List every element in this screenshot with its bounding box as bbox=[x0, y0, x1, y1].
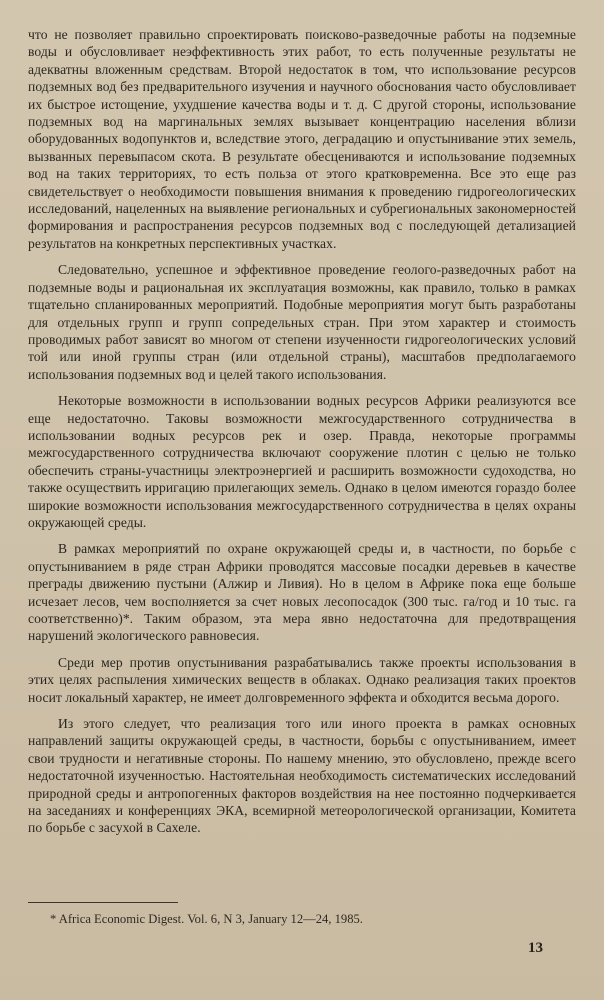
paragraph-6: Из этого следует, что реализация того или иного проекта в рамках основных направлений защиты окружающей среды, в частности, борьбы с опустыниванием, имеет свои трудности и негативные стороны. По нашему мнению, это обусловлено, прежде всего недостаточной изученностью. Настоятельная необходимость систематических исследований природной среды и антропогенных факторов воздействия на нее постоянно подчеркивается на заседаниях и конференциях ЭКА, всемирной метеорологической организации, Комитета по борьбе с засухой в Сахеле. bbox=[28, 716, 576, 836]
footnote-divider bbox=[28, 902, 178, 903]
page-number: 13 bbox=[528, 940, 543, 956]
footnote: * Africa Economic Digest. Vol. 6, N 3, January 12—24, 1985. bbox=[50, 912, 363, 926]
paragraph-4: В рамках мероприятий по охране окружающей среды и, в частности, по борьбе с опустыниванием в ряде стран Африки проводятся массовые посадки деревьев в качестве преграды движению пустыни (Алжир и Ливия). Но в целом в Африке пока еще больше исчезает лесов, чем восполняется за счет новых лесопосадок (300 тыс. га/год и 10 тыс. га соответственно)*. Таким образом, эта мера явно недостаточна для предотвращения нарушений экологического равновесия. bbox=[28, 541, 576, 644]
body-text bbox=[28, 26, 576, 846]
paragraph-3: Некоторые возможности в использовании водных ресурсов Африки реализуются все еще недостаточно. Таковы возможности межгосударственного сотрудничества в использовании водных ресурсов рек и озер. Правда, некоторые программы межгосударственного сотрудничества включают сооружение плотин с целью не только обеспечить страны-участницы электроэнергией и расширить возможности судоходства, но также осуществить ирригацию прилегающих земель. Однако в целом имеются гораздо более широкие возможности использования межгосударственного сотрудничества в целях охраны окружающей среды. bbox=[28, 393, 576, 530]
paragraph-2: Следовательно, успешное и эффективное проведение геолого-разведочных работ на подземные воды и рациональная их эксплуатация возможны, как правило, только в рамках тщательно спланированных мероприятий. Подобные мероприятия могут быть разработаны для отдельных групп и групп сопредельных стран. При этом характер и стоимость проводимых работ зависят во многом от степени изученности гидрогеологических условий той или иной группы стран (или отдельной страны), масштабов предполагаемого использования подземных вод и целей такого использования. bbox=[28, 262, 576, 382]
paragraph-1: что не позволяет правильно спроектировать поисково-разведочные работы на подземные воды и обусловливает неэффективность этих работ, то есть полученные результаты не адекватны вложенным средствам. Второй недостаток в том, что использование ресурсов подземных вод без предварительного изучения и научного обоснования часто обусловливает их быстрое истощение, ухудшение качества воды и т. д. С другой стороны, использование подземных вод на маргинальных землях вызывает концентрацию населения вблизи оборудованных водопунктов и, вследствие этого, деградацию и опустынивание этих земель, вызванных перевыпасом скота. В результате обесцениваются и использование подземных вод на таких территориях, то есть польза от этого кратковременна. Все это еще раз свидетельствует о необходимости повышения внимания к проведению гидрогеологических исследований, нацеленных на выявление региональных и субрегиональных закономерностей формирования и распространения ресурсов подземных вод с последующей детализацией результатов на конкретных перспективных участках. bbox=[28, 27, 576, 251]
paragraph-5: Среди мер против опустынивания разрабатывались также проекты использования в этих целях распыления химических веществ в облаках. Однако реализация таких проектов носит локальный характер, не имеет долговременного эффекта и обходится весьма дорого. bbox=[28, 654, 576, 705]
